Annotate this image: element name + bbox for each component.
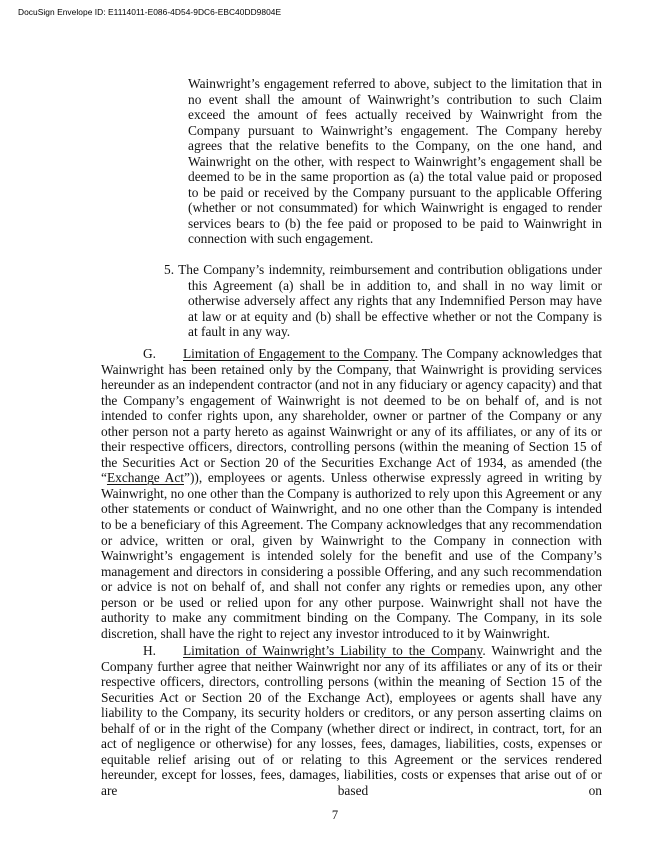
list-item-number: 5. bbox=[164, 262, 175, 277]
continued-paragraph: Wainwright’s engagement referred to above, subject to the limitation that in no event shall the amount of Wainwright’s contribution to such Claim exceed the amount of fees actually received by Wainwright from the Company pursuant to Wainwright’s engagement. The Company hereby agrees that the relative benefits to the Company, on the one hand, and Wainwright on the other, with respect to Wainwright’s engagement shall be deemed to be in the same proportion as (a) the total value paid or proposed to be paid or received by the Company pursuant to the applicable Offering (whether or not consummated) for which Wainwright is engaged to render services bears to (b) the fee paid or proposed to be paid to Wainwright in connection with such engagement. bbox=[188, 76, 602, 247]
section-heading: Limitation of Engagement to the Company bbox=[183, 346, 415, 361]
page-number: 7 bbox=[331, 808, 339, 822]
section-heading: Limitation of Wainwright’s Liability to the Company bbox=[183, 643, 483, 658]
section-letter: H. bbox=[143, 643, 157, 658]
docusign-envelope-id: DocuSign Envelope ID: E1114011-E086-4D54-9DC6-EBC40DD9804E bbox=[18, 7, 282, 17]
section-letter: G. bbox=[143, 346, 157, 361]
defined-term: Exchange Act bbox=[106, 470, 184, 486]
section-body: . The Company acknowledges that Wainwright has been retained only by the Company, that Wainwright is providing services hereunder as an independent contractor (and not in any fiduciary or agency capacity) and that the Company’s engagement of Wainwright is not deemed to be on behalf of, and is not intended to confer rights upon, any shareholder, owner or partner of the Company or any other person not a party hereto as against Wainwright or any of its affiliates, or any of its or their respective officers, directors, controlling persons (within the meaning of Section 15 of the Securities Act or Section 20 of the Securities Exchange Act of 1934, as amended (the “ bbox=[101, 346, 602, 486]
section-h bbox=[101, 643, 602, 798]
list-item-5 bbox=[164, 262, 602, 340]
section-g bbox=[101, 346, 602, 641]
list-item-text: The Company’s indemnity, reimbursement and contribution obligations under this Agreement (a) shall be in addition to, and shall in no way limit or otherwise adversely affect any rights that any Indemnified Person may have at law or at equity and (b) shall be effective whether or not the Company is at fault in any way. bbox=[178, 262, 602, 340]
section-body-continued: ”)), employees or agents. Unless otherwise expressly agreed in writing by Wainwright, no one other than the Company is authorized to rely upon this Agreement or any other statements or conduct of Wainwright, and no one other than the Company is intended to be a beneficiary of this Agreement. The Company acknowledges that any recommendation or advice, written or oral, given by Wainwright to the Company in connection with Wainwright’s engagement is intended solely for the benefit and use of the Company’s management and directors in considering a possible Offering, and any such recommendation or advice is not on behalf of, and shall not confer any rights or remedies upon, any other person or be used or relied upon for any other purpose. Wainwright shall not have the authority to make any commitment binding on the Company. The Company, in its sole discretion, shall have the right to reject any investor introduced to it by Wainwright. bbox=[101, 470, 602, 641]
section-body: . Wainwright and the Company further agree that neither Wainwright nor any of its affiliates or any of its or their respective officers, directors, controlling persons (within the meaning of Section 15 of the Securities Act or Section 20 of the Exchange Act), employees or agents shall have any liability to the Company, its security holders or creditors, or any person asserting claims on behalf of or in the right of the Company (whether direct or indirect, in contract, tort, for an act of negligence or otherwise) for any losses, fees, damages, liabilities, costs, expenses or equitable relief arising out of or relating to this Agreement or the services rendered hereunder, except for losses, fees, damages, liabilities, costs or expenses that arise out of or are based on bbox=[101, 643, 602, 798]
